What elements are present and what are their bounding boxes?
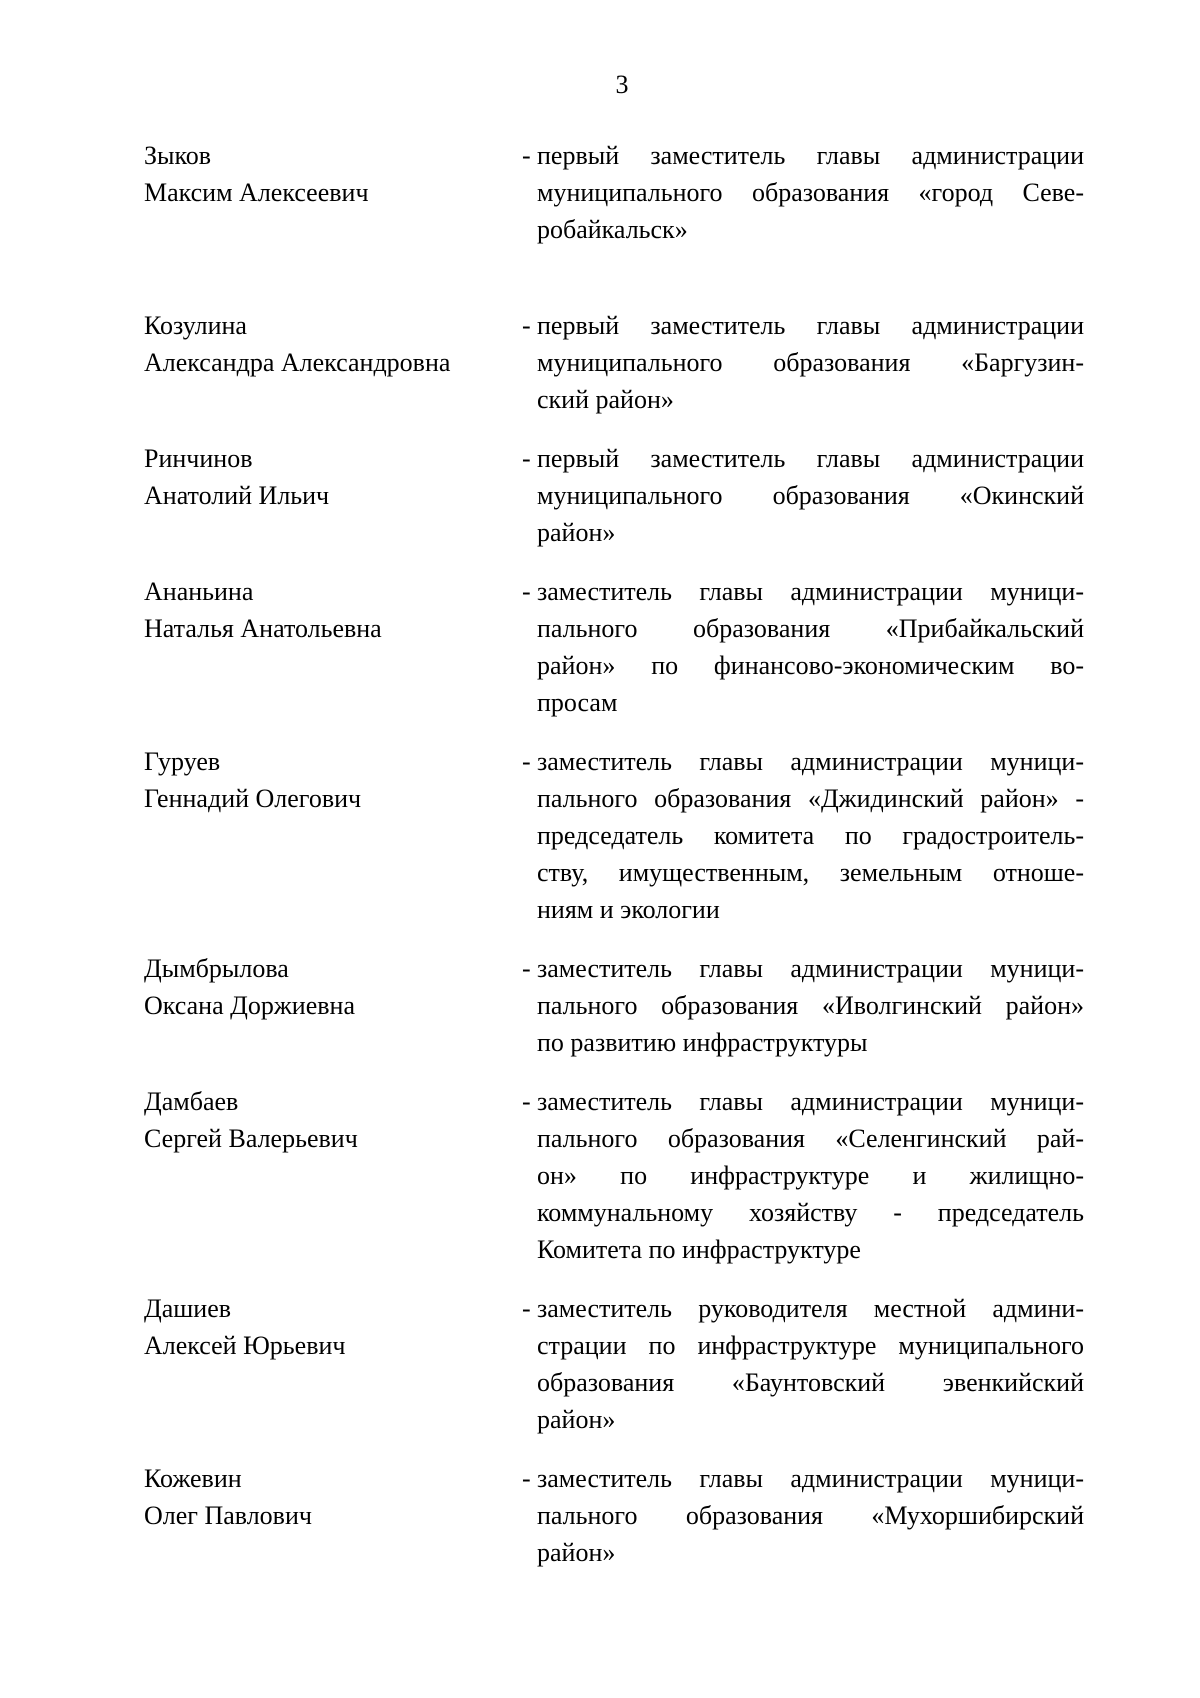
person-name <box>144 1460 514 1534</box>
given-names: Анатолий Ильич <box>144 481 330 510</box>
surname: Козулина <box>144 311 247 340</box>
position-description <box>537 950 1084 1061</box>
position-line: муниципального образования «Баргузин- <box>537 348 1084 377</box>
position-line: заместитель главы администрации муници- <box>537 747 1084 776</box>
surname: Дашиев <box>144 1294 232 1323</box>
position-description <box>537 1290 1084 1438</box>
person-name <box>144 1290 514 1364</box>
dash-separator: - <box>522 444 531 473</box>
surname: Зыков <box>144 141 212 170</box>
page-number: 3 <box>615 70 629 99</box>
person-name <box>144 573 514 647</box>
given-names: Наталья Анатольевна <box>144 614 382 643</box>
position-line: район» по финансово-экономическим во- <box>537 651 1084 680</box>
given-names: Сергей Валерьевич <box>144 1124 358 1153</box>
position-line: коммунальному хозяйству - председатель <box>537 1198 1084 1227</box>
dash-separator: - <box>522 577 531 606</box>
position-line: заместитель главы администрации муници- <box>537 954 1084 983</box>
person-name <box>144 307 514 381</box>
dash-separator: - <box>522 954 531 983</box>
position-description <box>537 440 1084 551</box>
position-line: муниципального образования «город Севе- <box>537 178 1084 207</box>
position-line: муниципального образования «Окинский <box>537 481 1084 510</box>
position-line: район» <box>537 1538 616 1567</box>
dash-separator: - <box>522 747 531 776</box>
dash-separator: - <box>522 1464 531 1493</box>
position-line: он» по инфраструктуре и жилищно- <box>537 1161 1084 1190</box>
person-name <box>144 950 514 1024</box>
person-name <box>144 743 514 817</box>
dash-separator: - <box>522 1087 531 1116</box>
position-line: по развитию инфраструктуры <box>537 1028 868 1057</box>
position-line: пального образования «Мухоршибирский <box>537 1501 1084 1530</box>
surname: Дымбрылова <box>144 954 289 983</box>
position-line: заместитель главы администрации муници- <box>537 577 1084 606</box>
person-name <box>144 440 514 514</box>
position-description <box>537 1083 1084 1268</box>
given-names: Александра Александровна <box>144 348 451 377</box>
person-name <box>144 137 514 211</box>
position-line: заместитель руководителя местной админи- <box>537 1294 1084 1323</box>
position-line: Комитета по инфраструктуре <box>537 1235 861 1264</box>
given-names: Максим Алексеевич <box>144 178 369 207</box>
position-line: первый заместитель главы администрации <box>537 311 1084 340</box>
dash-separator: - <box>522 311 531 340</box>
position-description <box>537 1460 1084 1571</box>
person-name <box>144 1083 514 1157</box>
position-line: ству, имущественным, земельным отноше- <box>537 858 1084 887</box>
given-names: Оксана Доржиевна <box>144 991 355 1020</box>
dash-separator: - <box>522 141 531 170</box>
surname: Дамбаев <box>144 1087 239 1116</box>
surname: Гуруев <box>144 747 221 776</box>
position-line: район» <box>537 518 616 547</box>
position-line: район» <box>537 1405 616 1434</box>
position-line: ниям и экологии <box>537 895 720 924</box>
position-description <box>537 573 1084 721</box>
position-line: пального образования «Иволгинский район» <box>537 991 1084 1020</box>
given-names: Олег Павлович <box>144 1501 312 1530</box>
position-line: председатель комитета по градостроитель- <box>537 821 1084 850</box>
surname: Кожевин <box>144 1464 242 1493</box>
position-line: робайкальск» <box>537 215 688 244</box>
given-names: Геннадий Олегович <box>144 784 362 813</box>
position-line: первый заместитель главы администрации <box>537 444 1084 473</box>
dash-separator: - <box>522 1294 531 1323</box>
position-line: страции по инфраструктуре муниципального <box>537 1331 1084 1360</box>
position-line: заместитель главы администрации муници- <box>537 1464 1084 1493</box>
position-line: образования «Баунтовский эвенкийский <box>537 1368 1084 1397</box>
position-line: просам <box>537 688 618 717</box>
surname: Ананьина <box>144 577 254 606</box>
given-names: Алексей Юрьевич <box>144 1331 346 1360</box>
position-line: пального образования «Селенгинский рай- <box>537 1124 1084 1153</box>
position-description <box>537 307 1084 418</box>
surname: Ринчинов <box>144 444 253 473</box>
position-line: заместитель главы администрации муници- <box>537 1087 1084 1116</box>
position-line: пального образования «Прибайкальский <box>537 614 1084 643</box>
position-description <box>537 743 1084 928</box>
position-description <box>537 137 1084 248</box>
position-line: пального образования «Джидинский район» - <box>537 784 1084 813</box>
position-line: ский район» <box>537 385 674 414</box>
position-line: первый заместитель главы администрации <box>537 141 1084 170</box>
